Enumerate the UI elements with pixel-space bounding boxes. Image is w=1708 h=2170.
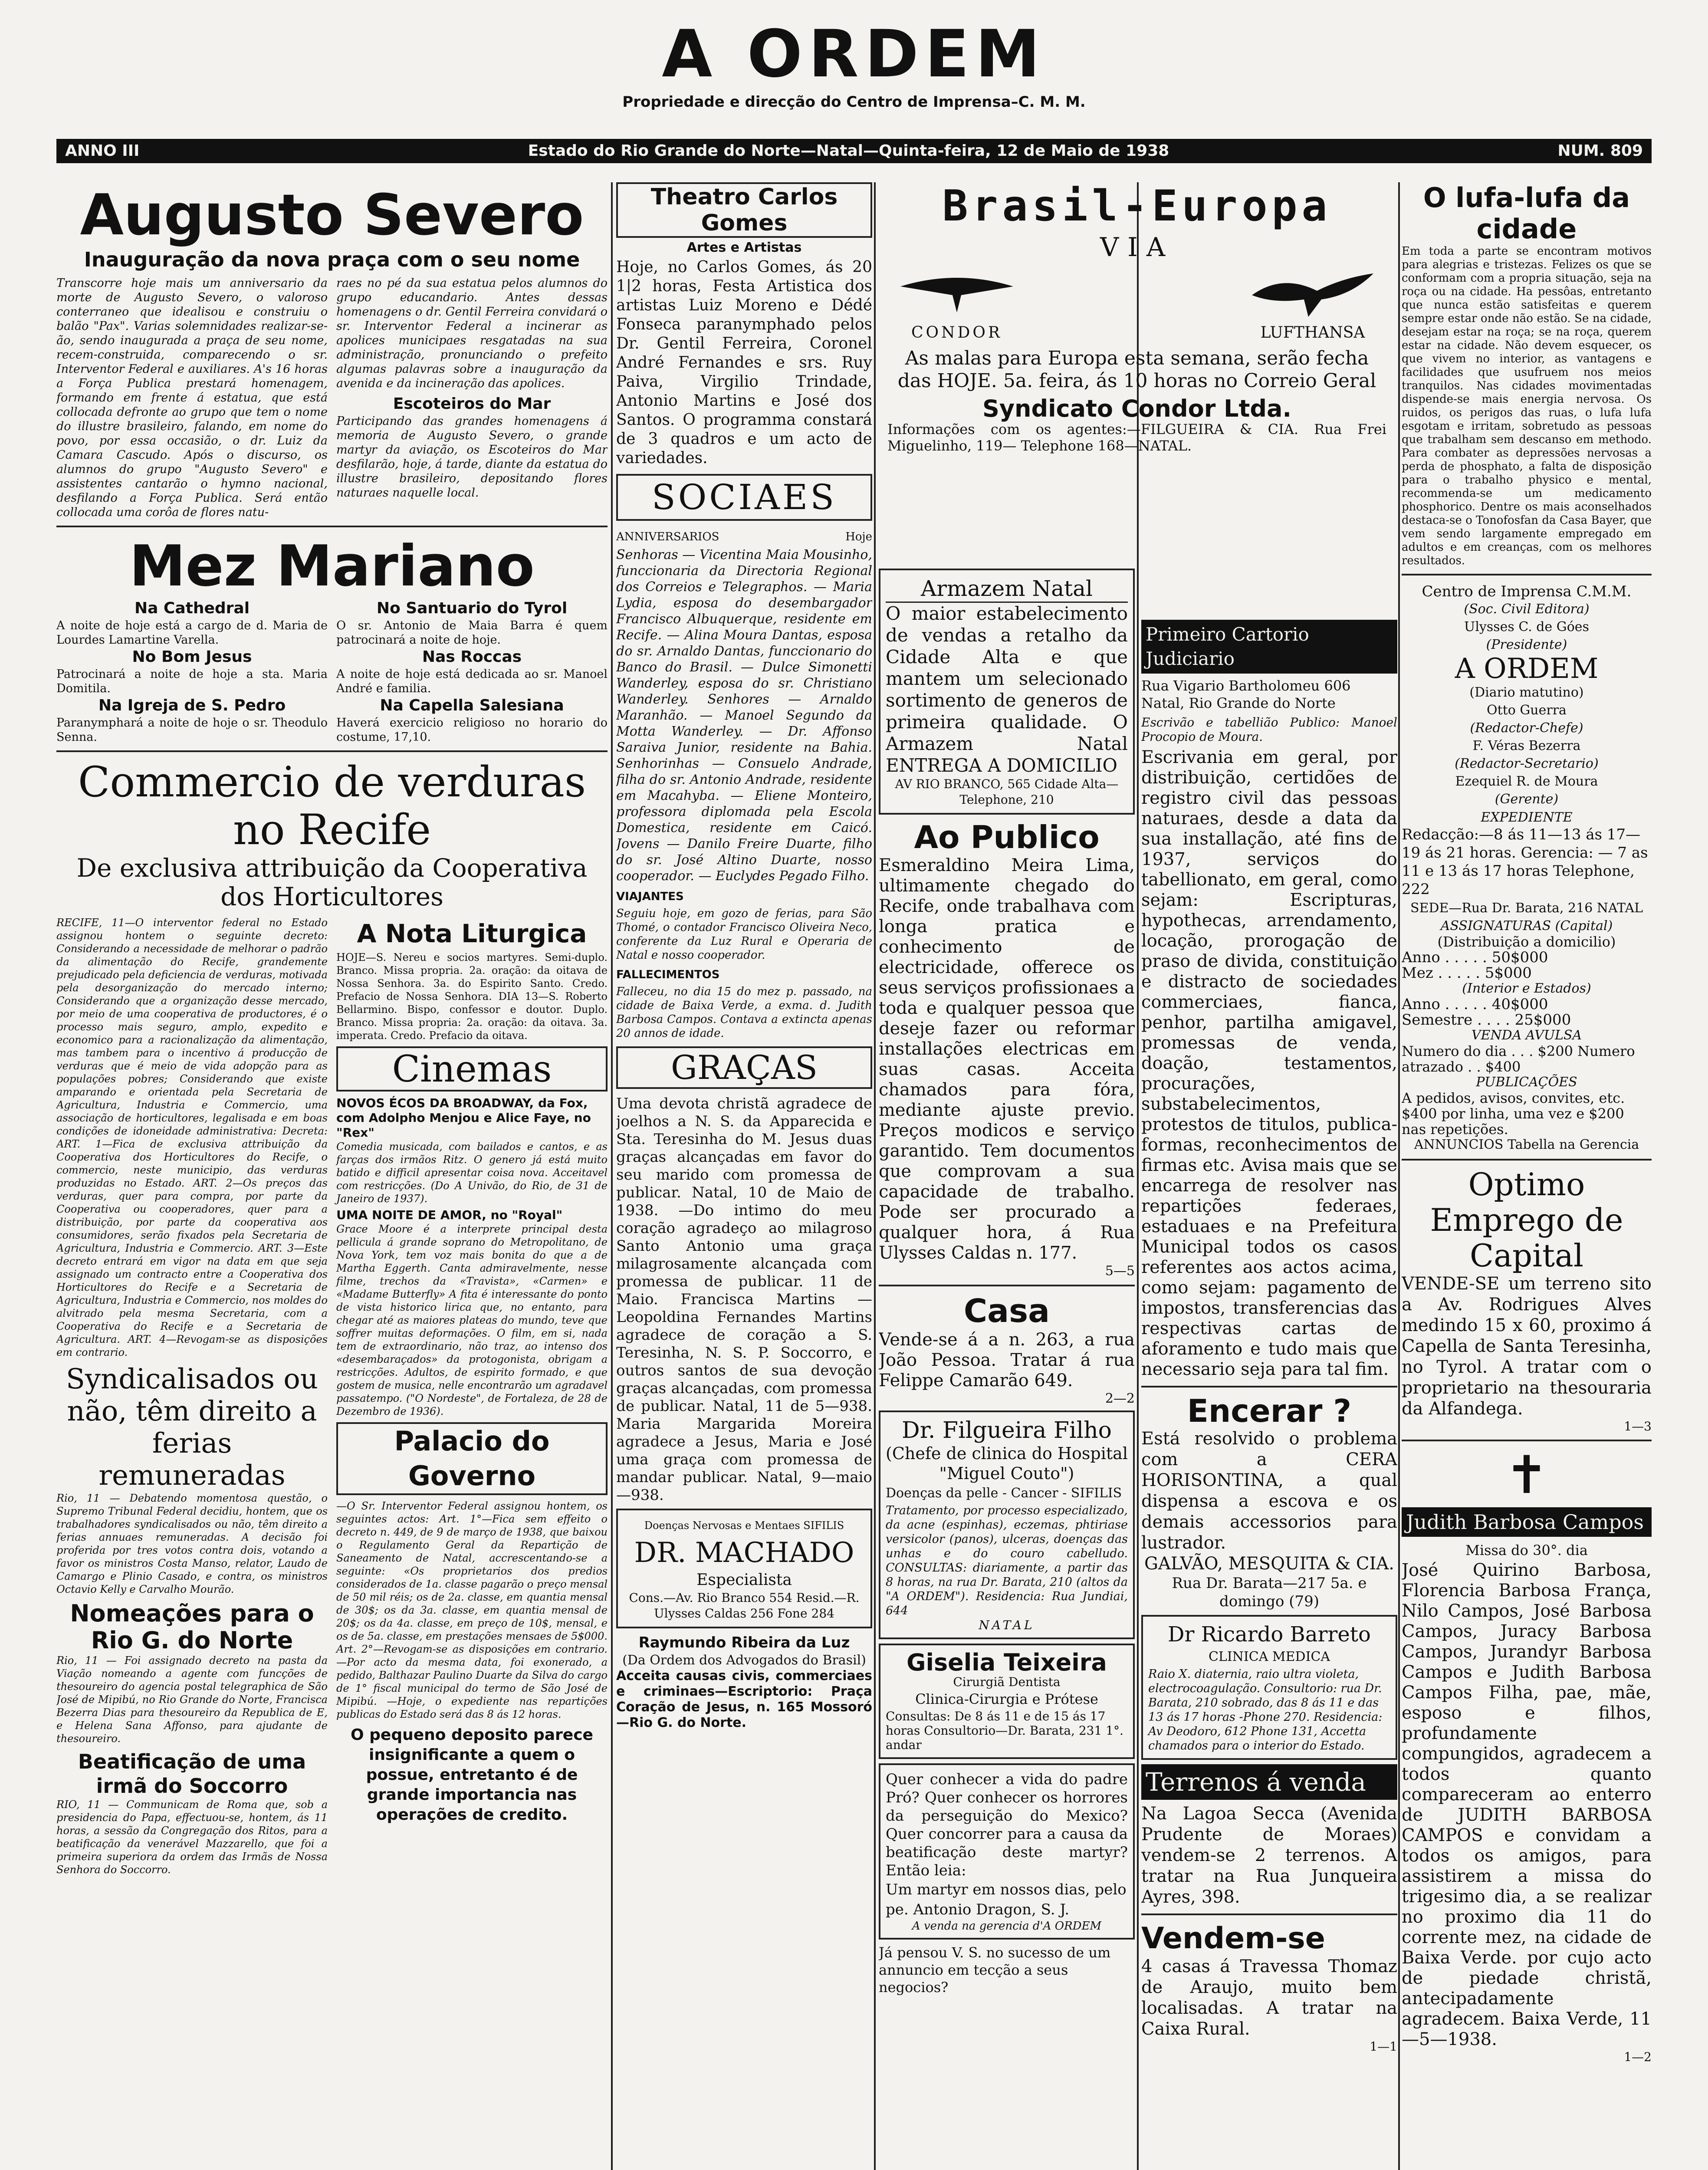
article-escoteiros: Participando das grandes homenagens á memoria de Augusto Severo, o grande martyr da aviação, os Escoteiros do Mar desfilarão, hoje, á tarde, diante da estatua do illustre brasileiro, depositando flores naturaes naquelle local. bbox=[336, 414, 608, 500]
headline-judith: Judith Barbosa Campos bbox=[1402, 1507, 1652, 1537]
headline-cartorio: Primeiro Cartorio Judiciario bbox=[1141, 620, 1397, 674]
headline-nota-liturgica: A Nota Liturgica bbox=[357, 919, 587, 948]
text-terrenos: Na Lagoa Secca (Avenida Prudente de Moraes) vendem-se 2 terrenos. A tratar na Rua Junqueira Ayres, 398. bbox=[1141, 1804, 1397, 1907]
price-mez-capital: Mez . . . . . 5$000 bbox=[1402, 964, 1532, 982]
text-padre-pro: Quer conhecer a vida do padre Pró? Quer conhecer os horrores da perseguição do Mexico? Quer concorrer para a causa da beatificação deste martyr? Então leia: bbox=[886, 1771, 1128, 1879]
ref-judith: 1—2 bbox=[1624, 2050, 1652, 2064]
text-armazem: O maior estabelecimento de vendas a retalho da Cidade Alta e que mantem um selecionado sortimento de generos de primeira qualidade. O Armazem Natal ENTREGA A DOMICILIO bbox=[886, 603, 1128, 776]
price-semestre: Semestre . . . . 25$000 bbox=[1402, 1011, 1571, 1029]
subhead-salesiana: Na Capella Salesiana bbox=[380, 697, 564, 714]
headline-casa: Casa bbox=[963, 1292, 1050, 1330]
padre-sale: A venda na gerencia d'A ORDEM bbox=[912, 1920, 1102, 1933]
subhead-artes: Artes e Artistas bbox=[686, 240, 802, 255]
subhead-escoteiros: Escoteiros do Mar bbox=[393, 395, 551, 413]
dateline-bar bbox=[56, 139, 1652, 163]
text-fallecimentos: Falleceu, no dia 15 do mez p. passado, na cidade de Baixa Verde, a exma. d. Judith Barbosa Campos. Contava a extincta apenas 20 annos de idade. bbox=[616, 985, 872, 1040]
ad-giselia bbox=[879, 1644, 1135, 1759]
subhead-commercio: De exclusiva attribuição da Cooperativa dos Horticultores bbox=[76, 853, 588, 911]
filgueira-specialty: Doenças da pelle - Cancer - SIFILIS bbox=[886, 1486, 1122, 1501]
filgueira-city: NATAL bbox=[979, 1618, 1035, 1632]
label-lufthansa: LUFTHANSA bbox=[1260, 324, 1365, 342]
headline-mez-mariano: Mez Mariano bbox=[129, 533, 535, 599]
date-label: Estado do Rio Grande do Norte—Natal—Quinta-feira, 12 de Maio de 1938 bbox=[528, 142, 1169, 160]
raymundo-text: Acceita causas civis, commerciaes e criminaes—Escriptorio: Praça Coração de Jesus, n. 165 Mossoró—Rio G. do Norte. bbox=[616, 1668, 872, 1730]
centro-title: Centro de Imprensa C.M.M. bbox=[1422, 583, 1632, 600]
raymundo-subtitle: (Da Ordem dos Advogados do Brasil) bbox=[622, 1653, 866, 1668]
annuncios-text: ANNUNCIOS Tabella na Gerencia bbox=[1414, 1137, 1639, 1152]
subhead-tyrol: No Santuario do Tyrol bbox=[376, 599, 568, 617]
column-rule bbox=[611, 182, 613, 2170]
assinaturas-title: ASSIGNATURAS (Capital) bbox=[1440, 918, 1613, 934]
barreto-subtitle: CLINICA MEDICA bbox=[1208, 1649, 1330, 1664]
article-commercio: RECIFE, 11—O interventor federal no Estado assignou hontem o seguinte decreto: Considerando a necessidade de melhorar o padrão da alimentação do Recife, grandemente prejudicado pela deficiencia de verduras, motivada pela desorganização do mercado interno; Considerando que a organização desse mercado, por meio de uma cooperativa de productores, é o processo mais seguro, amplo, expedito e economico para a racionalização da alimentação, mas tambem para o incentivo á producção de verduras que é meio de vida adopção para as populações pobres; Considerando que existe amparando e orientada pela Secretaria de Agricultura, Industria e Commercio, uma associação de horticultores, legalisada e em boas condições de idoneidade administrativa: Decreta: ART. 1—Fica de exclusiva attribuição da Cooperativa dos Horticultores do Recife, o commercio, neste municipio, das verduras produzidas no Estado. ART. 2—Os preços das verduras, quer para compra, por parte da Cooperativa ou cooperadores, quer para a distribuição, por parte da cooperativa aos consumidores, serão fixados pela Secretaria de Agricultura, Industria e Commercio. ART. 3—Este decreto entrará em vigor na data em que seja assignado um contracto entre a Cooperativa dos Horticultores do Recife e a Secretaria de Agricultura, Industria e Commercio, nos moldes do alvitrado pela mesma Secretaria, com a Cooperativa do Recife e a Secretaria de Agricultura. ART. 4—Revogam-se as disposições em contrario. bbox=[56, 917, 328, 1358]
text-syndicato: Informações com os agentes:—FILGUEIRA & CIA. Rua Frei Miguelinho, 119— Telephone 168—NATAL. bbox=[887, 421, 1386, 454]
notice-deposito: O pequeno deposito parece insignificante a quem o possue, entretanto é de grande importancia nas operações de credito. bbox=[351, 1726, 593, 1824]
headline-palacio-governo: Palacio do Governo bbox=[336, 1422, 608, 1495]
box-centro-imprensa bbox=[1402, 582, 1652, 1153]
aordem-diario: (Diario matutino) bbox=[1469, 685, 1584, 700]
judith-subtitle: Missa do 30°. dia bbox=[1465, 1542, 1588, 1558]
price-anno-interior: Anno . . . . . 40$000 bbox=[1402, 996, 1548, 1013]
column-5 bbox=[1402, 182, 1652, 2170]
text-viajantes: Seguiu hoje, em gozo de ferias, para São Thomé, o contador Francisco Oliveira Neco, conferente da Luz Rural e Operaria de Natal e nosso cooperador. bbox=[616, 907, 872, 962]
column-2 bbox=[616, 182, 872, 2170]
condor-bird-icon bbox=[896, 269, 1018, 321]
text-gracas: Uma devota christã agradece de joelhos a N. S. da Apparecida e Sta. Teresinha do M. Jesus duas graças alcançadas em favor do seu marido com promessa de publicar. Natal, 10 de Maio de 1938. —Do intimo do meu coração agradeço ao milagroso Santo Antonio uma graça milagrosamente alcançada com promessa de publicar. 11 de Maio. Francisca Martins —Leopoldina Fernandes Martins agradece de coração a S. Teresinha, N. S. P. Soccorro, e outros santos de sua devoção graças alcançadas, com promessa de publicar. Natal, 11 de 5—938. Maria Margarida Moreira agradece a Jesus, Maria e José uma graça com promessa de mandar publicar. Natal, 9—maio—938. bbox=[616, 1095, 872, 1504]
column-rule bbox=[874, 182, 876, 2170]
gerente-name: Ezequiel R. de Moura bbox=[1455, 774, 1598, 789]
subhead-cathedral: Na Cathedral bbox=[134, 599, 250, 617]
ref-casa: 2—2 bbox=[1105, 1391, 1135, 1406]
machado-especialista: Especialista bbox=[696, 1571, 792, 1589]
headline-brasil-europa: Brasil-Europa bbox=[942, 182, 1332, 231]
text-ao-publico: Esmeraldino Meira Lima, ultimamente chegado do Recife, onde trabalhava com longa pratica e conhecimento de electricidade, offerece os seus serviços profissionaes a toda e qualquer pessoa que deseje fazer ou reformar installações electricas em suas casas. Acceita chamados para fóra, mediante ajuste previo. Preços modicos e serviço garantido. Tem documentos que comprovam a sua capacidade de trabalho. Pode ser procurado a qualquer hora, á Rua Ulysses Caldas n. 177. bbox=[879, 855, 1135, 1263]
issue-number: NUM. 809 bbox=[1557, 142, 1643, 160]
subhead-roccas: Nas Roccas bbox=[422, 648, 522, 666]
headline-gracas: GRAÇAS bbox=[616, 1046, 872, 1089]
column-1 bbox=[56, 182, 608, 2170]
headline-vendem-se: Vendem-se bbox=[1141, 1921, 1325, 1956]
cross-icon: ✝ bbox=[1504, 1445, 1549, 1506]
article-syndicalisados: Rio, 11 — Debatendo momentosa questão, o Supremo Tribunal Federal decidiu, hontem, que os trabalhadores syndicalisados ou não, têm direito a ferias annuaes remuneradas. A decisão foi proferida por tres votos contra dois, votando a favor os ministros Costa Manso, relator, Laudo de Camargo e Plinio Casado, e contra, os ministros Octavio Kelly e Carvalho Mourão. bbox=[56, 1492, 328, 1595]
avulsa-text: Numero do dia . . . $200 Numero atrazado . . $400 bbox=[1402, 1043, 1635, 1075]
subhead-cine-rex: NOVOS ÉCOS DA BROADWAY, da Fox, com Adolpho Menjou e Alice Faye, no "Rex" bbox=[336, 1096, 591, 1140]
headline-raymundo: Raymundo Ribeira da Luz bbox=[638, 1634, 850, 1651]
text-s-pedro: Paranymphará a noite de hoje o sr. Theodulo Senna. bbox=[56, 716, 328, 744]
article-augusto-severo-part2: raes no pé da sua estatua pelos alumnos do grupo educandario. Antes dessas homenagens o dr. Gentil Ferreira convidará o sr. Interventor Federal a incinerar as apolices municipaes resgatadas na sua administração, pronunciando o prefeito algumas palavras sobre a inauguração da avenida e da incineração das apolices. bbox=[336, 276, 608, 390]
text-salesiana: Haverá exercicio religioso no horario do costume, 17,10. bbox=[336, 716, 608, 744]
centro-presidente-role: (Presidente) bbox=[1486, 637, 1567, 652]
gerente-role: (Gerente) bbox=[1494, 792, 1559, 807]
subhead-s-pedro: Na Igreja de S. Pedro bbox=[98, 697, 286, 714]
headline-ao-publico: Ao Publico bbox=[914, 819, 1100, 855]
subhead-anniversarios: ANNIVERSARIOS bbox=[616, 530, 719, 543]
headline-augusto-severo: Augusto Severo bbox=[80, 182, 584, 248]
padre-book: Um martyr em nossos dias, pelo pe. Antonio Dragon, S. J. bbox=[886, 1881, 1127, 1918]
headline-nomeacoes: Nomeações para o Rio G. do Norte bbox=[70, 1600, 314, 1654]
expediente-title: EXPEDIENTE bbox=[1481, 810, 1573, 825]
text-filgueira: Tratamento, por processo especializado, da acne (espinhas), eczemas, phtiriase versicolor (panos), ulceras, doenças das unhas e do couro cabelludo. CONSULTAS: diariamente, a partir das 8 horas, na rua Dr. Barata, 210 (altos da "A ORDEM"). Residencia: Rua Jundiai, 644 bbox=[886, 1504, 1128, 1618]
ref-vendem-se: 1—1 bbox=[1370, 2039, 1397, 2054]
text-lufa-lufa: Em toda a parte se encontram motivos para alegrias e tristezas. Felizes os que se conformam com a propria situação, seja na roça ou na cidade. Ha pessôas, entretanto que nunca estão satisfeitas e querem sempre estar onde não estão. Se na cidade, desejam estar na roça; se na roça, querem estar na cidade. Não devem esquecer, os que vivem no interior, as vantagens e facilidades que usufruem nos meios tranquilos. Nas cidades movimentadas dispende-se mais energia nervosa. Os ruidos, os perigos das ruas, o lufa lufa esgotam e irritam, sobretudo as pessoas que trabalham sem descanso em methodo. Para combater as depressões nervosas a perda de phosphato, a falta de disposição para o trabalho physico e mental, recommenda-se um medicamento phosphorico. Dentre os mais aconselhados destaca-se o Tonofosfan da Casa Bayer, que vem sendo largamente empregado em adultos e em creanças, com os melhores resultados. bbox=[1402, 245, 1652, 567]
label-via: VIA bbox=[1100, 232, 1174, 263]
headline-theatro: Theatro Carlos Gomes bbox=[616, 182, 872, 238]
article-theatro: Hoje, no Carlos Gomes, ás 20 1|2 horas, Festa Artistica dos artistas Luiz Moreno e Dédé Fonseca paranymphado pelos Dr. Gentil Ferreira, Coronel André Fernandes e srs. Ruy Paiva, Virgilio Trindade, Antonio Martins e José dos Santos. O programma constará de 3 quadros e um acto de variedades. bbox=[616, 258, 872, 467]
ad-padre-pro bbox=[879, 1763, 1135, 1940]
text-vendem-se: 4 casas á Travessa Thomaz de Araujo, muito bem localisadas. A tratar na Caixa Rural. bbox=[1141, 1956, 1397, 2039]
logo-lufthansa bbox=[1248, 269, 1378, 343]
article-nota-liturgica: HOJE—S. Nereu e socios martyres. Semi-duplo. Branco. Missa propria. 2a. oração: da oitava de Nossa Senhora. 3a. do Espirito Santo. Credo. Prefacio de Nossa Senhora. DIA 13—S. Roberto Bellarmino. Bispo, confessor e doutor. Duplo. Branco. Missa propria: 2a. oração: da oitava. 3a. imperata. Credo. Prefacio da oitava. bbox=[336, 951, 608, 1042]
subhead-augusto-severo: Inauguração da nova praça com o seu nome bbox=[84, 248, 580, 271]
filgueira-subtitle: (Chefe de clinica do Hospital "Miguel Couto") bbox=[886, 1444, 1128, 1483]
subhead-fallecimentos: FALLECIMENTOS bbox=[616, 968, 720, 981]
review-cine-rex: Comedia musicada, com bailados e cantos, e as farças dos irmãos Ritz. O genero já está muito batido e difficil apresentar coisa nova. Acceitavel com restricções. (Do A Univão, do Rio, de 31 de Janeiro de 1937). bbox=[336, 1141, 608, 1205]
text-giselia: Consultas: De 8 ás 11 e de 15 ás 17 horas Consultorio—Dr. Barata, 231 1°. andar bbox=[886, 1709, 1123, 1752]
masthead-subtitle: Propriedade e direcção do Centro de Imprensa–C. M. M. bbox=[622, 93, 1086, 111]
headline-sociaes: SOCIAES bbox=[616, 474, 872, 521]
centro-presidente-name: Ulysses C. de Góes bbox=[1464, 619, 1589, 635]
ref-ao-publico: 5—5 bbox=[1105, 1263, 1135, 1279]
text-bom-jesus: Patrocinará a noite de hoje a sta. Maria Domitila. bbox=[56, 667, 328, 695]
expediente-text: Redacção:—8 ás 11—13 ás 17—19 ás 21 horas. Gerencia: — 7 as 11 e 13 ás 17 horas Telephone, 222 bbox=[1402, 826, 1648, 898]
headline-lufa-lufa: O lufa-lufa da cidade bbox=[1423, 182, 1630, 245]
machado-address: Cons.—Av. Rio Branco 554 Resid.—R. Ulysses Caldas 256 Fone 284 bbox=[629, 1591, 860, 1621]
headline-encerar: Encerar ? bbox=[1187, 1393, 1352, 1429]
label-condor: CONDOR bbox=[911, 324, 1003, 342]
aordem-title: A ORDEM bbox=[1455, 653, 1599, 685]
text-roccas: A noite de hoje está dedicada ao sr. Manoel André e familia. bbox=[336, 667, 608, 695]
machado-name: DR. MACHADO bbox=[634, 1537, 854, 1569]
text-encerar: Está resolvido o problema com a CERA HORISONTINA, a qual dispensa a escova e os demais accessorios para lustrador. bbox=[1141, 1429, 1397, 1553]
avulsa-title: VENDA AVULSA bbox=[1471, 1028, 1582, 1043]
list-anniversarios: Senhoras — Vicentina Maia Mousinho, funccionaria da Directoria Regional dos Correios e Telegraphos. — Maria Lydia, esposa do desembargador Francisco Albuquerque, residente em Recife. — Alina Moura Dantas, esposa do sr. Arnaldo Dantas, funccionario do Banco do Brasil. — Dulce Simonetti Wanderley, esposa do sr. Christiano Wanderley. Senhores — Arnaldo Maranhão. — Manoel Segundo da Motta Wanderley. — Dr. Affonso Saraiva Junior, residente na Bahia. Senhorinhas — Consuelo Andrade, filha do sr. Antonio Andrade, residente em Macahyba. — Eliene Monteiro, professora diplomada pela Escola Domestica, residente em Caicó. Jovens — Danilo Freire Duarte, filho do sr. José Altino Duarte, nosso cooperador. — Euclydes Pegado Filho. bbox=[616, 547, 872, 884]
headline-filgueira: Dr. Filgueira Filho bbox=[902, 1417, 1112, 1443]
ad-armazem-natal bbox=[879, 569, 1135, 815]
headline-barreto: Dr Ricardo Barreto bbox=[1168, 1622, 1371, 1647]
column-3-lower bbox=[879, 564, 1135, 2170]
subhead-viajantes: VIAJANTES bbox=[616, 890, 684, 903]
headline-armazem: Armazem Natal bbox=[886, 575, 1128, 603]
column-4 bbox=[1141, 616, 1397, 2170]
text-judith: José Quirino Barbosa, Florencia Barbosa França, Nilo Campos, José Barbosa Campos, Juracy Barbosa Campos, Jurandyr Barbosa Campos e Judith Barbosa Campos Filha, pae, mãe, esposo e filhos, profundamente compungidos, agradecem a todos quanto compareceram ao enterro de JUDITH BARBOSA CAMPOS e convidam a todos os amigos, para assistirem a missa do trigesimo dia, a se realizar no proximo dia 11 do corrente mez, na cidade de Baixa Verde. por cujo acto de piedade christã, antecipadamente agradecem. Baixa Verde, 11—5—1938. bbox=[1402, 1560, 1652, 2049]
text-optimo-emprego: VENDE-SE um terreno sito a Av. Rodrigues Alves medindo 15 x 60, proximo á Capella de Santa Teresinha, no Tyrol. A tratar com o proprietario na thesouraria da Alfandega. bbox=[1402, 1274, 1652, 1419]
redactor-sec-role: (Redactor-Secretario) bbox=[1455, 756, 1599, 771]
assinaturas-subtitle: (Distribuição a domicilio) bbox=[1437, 934, 1616, 950]
headline-terrenos: Terrenos á venda bbox=[1141, 1764, 1397, 1800]
giselia-subtitle: Cirurgiã Dentista bbox=[953, 1675, 1061, 1689]
publicacoes-title: PUBLICAÇÕES bbox=[1476, 1075, 1577, 1090]
article-palacio-governo: —O Sr. Interventor Federal assignou hontem, os seguintes actos: Art. 1°—Fica sem effeito o decreto n. 449, de 9 de março de 1938, que baixou o Regulamento Geral da Repartição de Saneamento de Natal, accrescentando-se a seguinte: «Os proprietarios dos predios considerados de 1a. classe pagarão o preço mensal de 50 mil réis; os de 2a. classe, em quantia mensal de 30$; os da 3a. classe, em quantia mensal de 20$; os da 4a. classe, em preço de 10$, mensal, e os de 5a. classe, em prestações mensaes de 5$000. Art. 2°—Revogam-se as disposições em contrario. —Por acto da mesma data, foi exonerado, a pedido, Balthazar Paulino Duarte da Silva do cargo de 1° fiscal municipal do termo de São José de Mipibú. —Hoje, o expediente nas repartições publicas do Estado será das 8 ás 12 horas. bbox=[336, 1500, 608, 1720]
text-cartorio: Escrivania em geral, por distribuição, certidões de registro civil das pessoas naturaes, desde a data da sua installação, até fins de 1937, serviços do tabellionato, em geral, como sejam: Escripturas, hypothecas, arrendamento, locação, prorogação de praso de divida, constituição e distracto de sociedades commerciaes, fianca, penhor, partilha amigavel, promessas de venda, doação, testamentos, procurações, substabelecimentos, protestos de titulos, publica-formas, reconhecimentos de firmas etc. Avisa mais que se encarrega de resolver nas repartições federaes, estaduaes e na Prefeitura Municipal todos os casos referentes aos actos acima, como sejam: pagamento de impostos, transferencias das respectivas cartas de aforamento e tudo mais que necessario seja para tal fim. bbox=[1141, 747, 1397, 1379]
ad-ricardo-barreto bbox=[1141, 1615, 1397, 1760]
newspaper-title: A ORDEM bbox=[662, 16, 1046, 92]
sede-address: SEDE—Rua Dr. Barata, 216 NATAL bbox=[1410, 901, 1643, 916]
review-cine-royal: Grace Moore é a interprete principal desta pellicula á grande soprano do Metropolitano, de Nova York, tem voz mais bonita do que a de Martha Eggerth. Canta admiravelmente, nesse filme, trechos da «Travista», «Carmen» e «Madame Butterfly» A fita é interessante do ponto de vista historico lirica que, no entanto, para chegar até as maiores plateas do mundo, teve que soffrer muitas deformações. O film, em si, nada tem de extraordinario, não traz, ao intenso dos «desembaraçados» da protogonista, obrigam a restricções. Adultos, de espirito formado, e que gostem de musica, nelle encontrarão um agradavel passatempo. ("O Nordeste", de Fortaleza, de 28 de Dezembro de 1936). bbox=[336, 1223, 608, 1417]
text-casa: Vende-se á a n. 263, a rua João Pessoa. Tratar á rua Felippe Camarão 649. bbox=[879, 1330, 1135, 1391]
price-anno-capital: Anno . . . . . 50$000 bbox=[1402, 949, 1548, 966]
headline-cinemas: Cinemas bbox=[336, 1046, 608, 1092]
text-barreto: Raio X. diaternia, raio ultra violeta, electrocoagulação. Consultorio: rua Dr. Barata, 210 sobrado, das 8 ás 11 e das 13 ás 17 horas -Phone 270. Residencia: Av Deodoro, 612 Phone 131, Accetta chamados para o interior do Estado. bbox=[1148, 1667, 1383, 1752]
headline-syndicato-condor: Syndicato Condor Ltda. bbox=[982, 395, 1292, 422]
airline-logos bbox=[879, 265, 1395, 347]
redactor-sec-name: F. Véras Bezerra bbox=[1472, 738, 1581, 753]
giselia-specialty: Clinica-Cirurgia e Prótese bbox=[915, 1691, 1098, 1707]
lufthansa-crane-icon bbox=[1248, 269, 1378, 321]
ad-dr-machado bbox=[616, 1509, 872, 1628]
column-rule bbox=[1398, 182, 1400, 2170]
article-augusto-severo-part1: Transcorre hoje mais um anniversario da morte de Augusto Severo, o valoroso conterraneo que idealisou e construiu o balão "Pax". Varias solemnidades realizar-se-ão, sendo inaugurada a praça de seu nome, recem-construida, comparecendo o sr. Interventor Federal e auxiliares. A's 16 horas a Força Publica prestará homenagem, formando em frente á estatua, que está collocada defronte ao grupo que tem o nome do illustre brasileiro, falando, em nome do povo, por essa occasião, o dr. Luiz da Camara Cascudo. Após o discurso, os alumnos do grupo "Augusto Severo" e assistentes cantarão o hymno nacional, desfilando a Força Publica. Será então collocada uma corôa de flores natu- bbox=[56, 276, 328, 519]
redactor-chefe-name: Otto Guerra bbox=[1487, 703, 1567, 718]
armazem-address: AV RIO BRANCO, 565 Cidade Alta—Telephone, 210 bbox=[895, 777, 1119, 807]
notice-annuncio: Já pensou V. S. no sucesso de um annuncio em tecção a seus negocios? bbox=[879, 1944, 1111, 1996]
cartorio-address: Rua Vigario Bartholomeu 606 Natal, Rio Grande do Norte bbox=[1141, 677, 1351, 711]
encerar-address: Rua Dr. Barata—217 5a. e domingo (79) bbox=[1172, 1575, 1367, 1610]
headline-beatificacao: Beatificação de uma irmã do Soccorro bbox=[78, 1750, 306, 1798]
logo-condor bbox=[896, 269, 1018, 343]
article-beatificacao: RIO, 11 — Communicam de Roma que, sob a presidencia do Papa, effectuou-se, hontem, ás 11 horas, a sessão da Congregação dos Ritos, para a beatificação da venerável Mazzarello, que foi a primeira superiora da ordem das Irmãs de Nossa Senhora do Soccorro. bbox=[56, 1798, 328, 1876]
machado-specialty: Doenças Nervosas e Mentaes SIFILIS bbox=[644, 1519, 844, 1532]
subhead-bom-jesus: No Bom Jesus bbox=[132, 648, 252, 666]
headline-optimo-emprego: Optimo Emprego de Capital bbox=[1430, 1166, 1623, 1274]
headline-giselia: Giselia Teixeira bbox=[907, 1649, 1107, 1676]
text-tyrol: O sr. Antonio de Maia Barra é quem patrocinará a noite de hoje. bbox=[336, 619, 608, 647]
redactor-chefe-role: (Redactor-Chefe) bbox=[1470, 720, 1583, 736]
interior-label: (Interior e Estados) bbox=[1462, 981, 1591, 996]
ref-optimo: 1—3 bbox=[1624, 1419, 1652, 1434]
headline-syndicalisados: Syndicalisados ou não, têm direito a ferias remuneradas bbox=[66, 1363, 319, 1492]
label-hoje: Hoje bbox=[845, 530, 872, 543]
year-label: ANNO III bbox=[65, 142, 140, 160]
headline-commercio: Commercio de verduras no Recife bbox=[78, 758, 586, 854]
subhead-cine-royal: UMA NOITE DE AMOR, no "Royal" bbox=[336, 1208, 563, 1222]
text-cathedral: A noite de hoje está a cargo de d. Maria de Lourdes Lamartine Varella. bbox=[56, 619, 328, 647]
text-malas: As malas para Europa esta semana, serão fecha das HOJE. 5a. feira, ás 10 horas no Correio Geral bbox=[897, 347, 1376, 392]
centro-subtitle: (Soc. Civil Editora) bbox=[1464, 602, 1590, 617]
ad-dr-filgueira bbox=[879, 1410, 1135, 1639]
publicacoes-text: A pedidos, avisos, convites, etc. $400 por linha, uma vez e $200 nas repetições. bbox=[1402, 1090, 1625, 1138]
cartorio-escrivao: Escrivão e tabellião Publico: Manoel Procopio de Moura. bbox=[1141, 715, 1397, 744]
encerar-firm: GALVÃO, MESQUITA & CIA. bbox=[1144, 1554, 1394, 1574]
article-nomeacoes: Rio, 11 — Foi assignado decreto na pasta da Viação nomeando a agente com funcções de thesoureiro do agencia postal telegraphica de São José de Mipibú, no Rio Grande do Norte, Francisca Bezerra Dias para thesoureiro da Republica de E, e Helena Sana Affonso, para ajudante de thesoureiro. bbox=[56, 1654, 328, 1745]
